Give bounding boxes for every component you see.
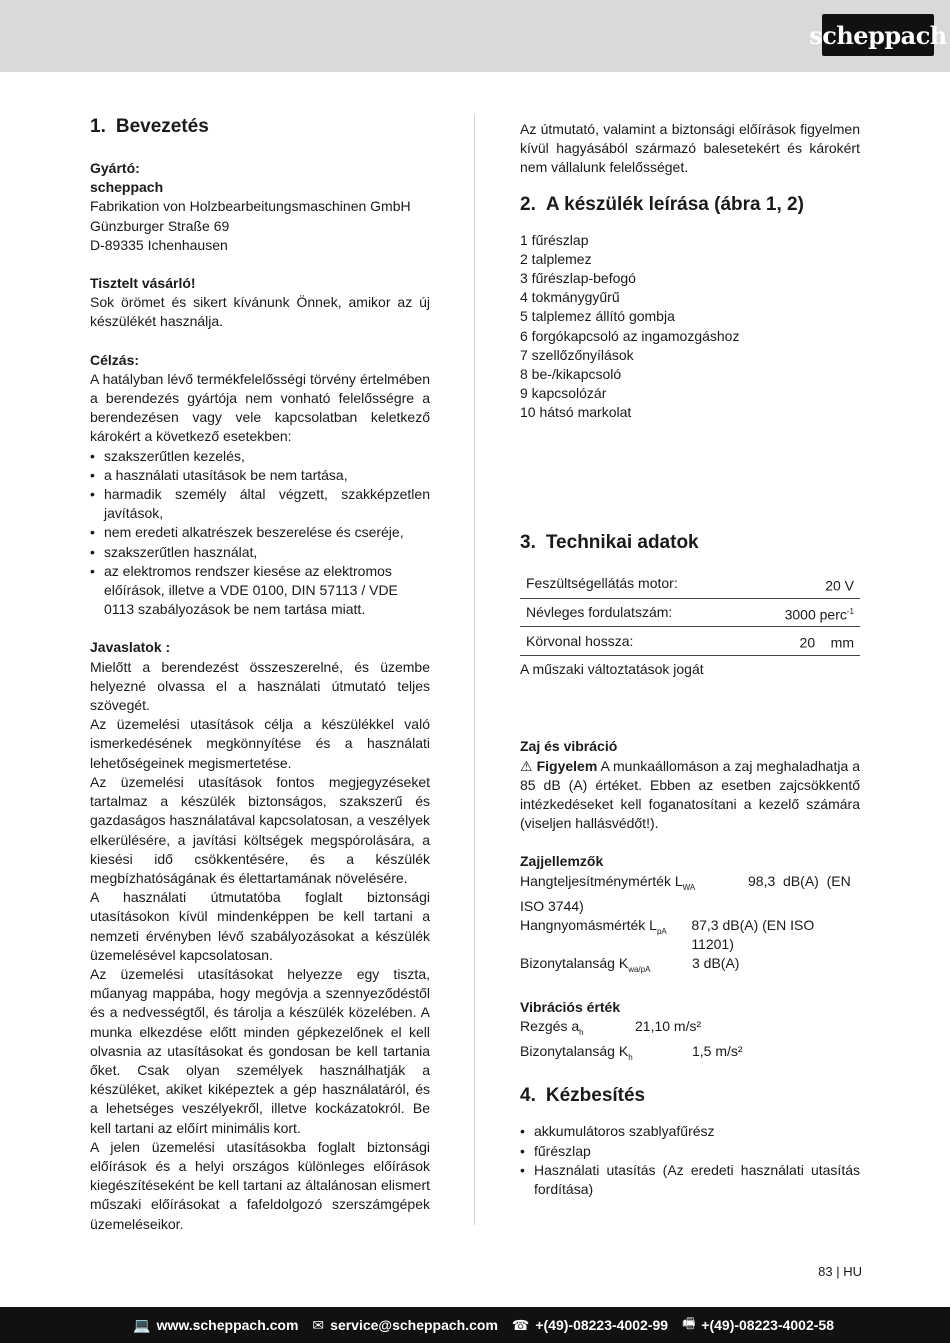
purpose-text: A hatályban lévő termékfelelősségi törvény értelmében a berendezés gyártója nem vonható felelősségre a berendezésen vagy vele kapcsolatban keletkező károkért a következő esetekben: [90, 370, 430, 445]
noise-vibration-label: Zaj és vibráció [520, 738, 618, 755]
delivery-list [520, 1122, 860, 1199]
scheppach-logo: scheppach [822, 14, 934, 56]
footer-bar [0, 1307, 950, 1343]
list-item: 5 talplemez állító gombja [520, 308, 675, 325]
table-row [520, 627, 860, 656]
list-item: • nem eredeti alkatrészek beszerelése és cseréje, [90, 523, 430, 542]
advice-paragraph: Mielőtt a berendezést összeszerelné, és üzembe helyezné olvassa el a használati útmutató teljes szövegét. [90, 658, 430, 714]
list-item: • a használati utasítások be nem tartása, [90, 466, 430, 485]
footer-phone[interactable]: ☎ +(49)-08223-4002-99 [511, 1316, 669, 1333]
list-item: 2 talplemez [520, 250, 592, 267]
noise-lwa-row: Hangteljesítménymérték $L_{WA}$ 98,3 dB(A) (EN [520, 872, 851, 892]
list-item: • harmadik személy által végzett, szakképzetlen javítások, [90, 485, 430, 523]
liability-disclaimer: Az útmutató, valamint a biztonsági előírások figyelmen kívül hagyásából származó balesetekért és károkért nem vállalunk felelősséget. [520, 121, 860, 176]
technical-data-table [520, 570, 860, 657]
vibration-label: Vibrációs érték [520, 999, 621, 1016]
advice-paragraph: A jelen üzemelési utasításokba foglalt biztonsági előírások és a helyi országos különleges előírások kiegészítéseként be kell tartani az általánosan elismert műszaki előírásokat a fafeldolgozó szerszámgépek üzemeléseikor. [90, 1138, 430, 1232]
column-divider [474, 115, 475, 1225]
list-item: 1 fűrészlap [520, 231, 589, 248]
table-cell-value: 20 V [747, 570, 860, 598]
list-item: • szakszerűtlen kezelés, [90, 447, 430, 466]
manufacturer-line: Günzburger Straße 69 [90, 217, 230, 234]
table-cell-value: 20 mm [747, 627, 860, 656]
left-column [90, 114, 430, 1234]
list-item: 7 szellőzőnyílások [520, 346, 634, 363]
manufacturer-line: Fabrikation von Holzbearbeitungsmaschinen GmbH [90, 198, 411, 215]
list-item: 10 hátsó markolat [520, 404, 632, 421]
page-number: 83 | HU [818, 1264, 862, 1279]
advice-paragraph: Az üzemelési utasítások célja a készülékkel való ismerkedésének megkönnyítése és a használati lehetőségeinek megismertetése. [90, 716, 430, 771]
manufacturer-name: scheppach [90, 179, 164, 196]
list-item: 8 be-/kikapcsoló [520, 366, 622, 383]
noise-characteristics-label: Zajjellemzők [520, 853, 604, 870]
table-cell-value: 3000 perc$^{-1}$ [747, 598, 860, 627]
advice-paragraph: Az üzemelési utasítások fontos megjegyzéseket tartalmaz a készülék biztonságos, szakszerű és gazdaságos használatával kapcsolatosan, a veszélyek elkerülésére, a javítási költségek megspórolására, a kiesési idő csökkentésére, és a készülék megbízhatóságának és élettartamának növelésére. [90, 773, 430, 886]
advice-paragraph: A használati útmutatóba foglalt biztonsági utasításokon kívül mindenképpen be kell tartani a nemzeti érvényben lévő szabályozásokat a készülék üzemelésével kapcsolatosan. [90, 889, 430, 963]
list-item: 4 tokmánygyűrű [520, 289, 620, 306]
technical-note: A műszaki változtatások jogát [520, 661, 704, 678]
list-item: • fűrészlap [520, 1142, 860, 1161]
advice-paragraph: Az üzemelési utasításokat helyezze egy tiszta, műanyag mappába, hogy megóvja a szennyeződéstől és a nedvességtől, és tárolja a készülék közelében. A munka elkezdése előtt minden gépkezelőnek el kell olvasnia az utasításokat és gondosan be kell tartania őket. Csak olyan személyek használhatják a készüléket, akiket kiképeztek a gép használatáról, és a lehetséges veszélyekről, illetve kockázatokról. Be kell tartani az előírt minimális kort. [90, 965, 430, 1136]
footer-website[interactable]: 💻 www.scheppach.com [133, 1316, 299, 1333]
noise-warning: ⚠ Figyelem A munkaállomáson a zaj meghaladhatja a 85 dB (A) értéket. Ebben az esetben zajcsökkentő intézkedéseket kell foganatosítani a kezelő számára (viseljen hallásvédőt!). [520, 757, 860, 832]
list-item: • Használati utasítás (Az eredeti használati utasítás fordítása) [520, 1161, 860, 1199]
fax-icon: 🖷 [682, 1315, 696, 1331]
vibration-uncertainty-row: Bizonytalanság $K_h$ 1,5 m/s² [520, 1043, 743, 1063]
purpose-label: Célzás: [90, 351, 140, 368]
list-item: 6 forgókapcsoló az ingamozgáshoz [520, 327, 740, 344]
manufacturer-label: Gyártó: [90, 160, 140, 176]
noise-lwa-standard: ISO 3744) [520, 897, 584, 914]
section-heading-description: 2. A készülék leírása (ábra 1, 2) [520, 193, 804, 215]
section-heading-introduction: 1. Bevezetés [90, 116, 209, 137]
list-item: 3 fűrészlap-befogó [520, 270, 636, 287]
dear-customer-label: Tisztelt vásárló! [90, 275, 196, 292]
warning-icon: ⚠ [520, 757, 533, 774]
liability-list [90, 447, 430, 620]
advice-label: Javaslatok : [90, 639, 171, 656]
right-column [520, 120, 860, 1199]
table-row [520, 570, 860, 598]
mail-icon: ✉ [312, 1316, 325, 1333]
vibration-ah-row: Rezgés $a_h$ 21,10 m/s² [520, 1018, 702, 1038]
list-item: • az elektromos rendszer kiesése az elektromos előírások, illetve a VDE 0100, DIN 57113 / VDE 0113 szabályozások be nem tartása miatt. [90, 562, 430, 620]
table-cell-label: Névleges fordulatszám: [520, 598, 747, 627]
computer-icon: 💻 [133, 1316, 151, 1333]
dear-customer-text: Sok örömet és sikert kívánunk Önnek, amikor az új készülékét használja. [90, 294, 430, 330]
footer-email[interactable]: ✉ service@scheppach.com [312, 1316, 498, 1333]
header-bar [0, 0, 950, 72]
parts-list [520, 231, 860, 423]
phone-icon: ☎ [511, 1316, 530, 1333]
manufacturer-line: D-89335 Ichenhausen [90, 236, 228, 253]
section-heading-delivery: 4. Kézbesítés [520, 1085, 646, 1107]
list-item: • szakszerűtlen használat, [90, 543, 430, 562]
footer-fax: 🖷 +(49)-08223-4002-58 [682, 1313, 834, 1337]
table-row [520, 598, 860, 627]
noise-lpa-row: Hangnyomásmérték $L_{pA}$ 87,3 dB(A) (EN ISO 11201) [520, 916, 815, 953]
list-item: 9 kapcsolózár [520, 385, 607, 402]
section-heading-technical-data: 3. Technikai adatok [520, 531, 699, 553]
noise-uncertainty-row: Bizonytalanság $K_{wa/pA}$ 3 dB(A) [520, 955, 740, 975]
list-item: • akkumulátoros szablyafűrész [520, 1122, 860, 1141]
table-cell-label: Feszültségellátás motor: [520, 570, 747, 598]
table-cell-label: Körvonal hossza: [520, 627, 747, 656]
